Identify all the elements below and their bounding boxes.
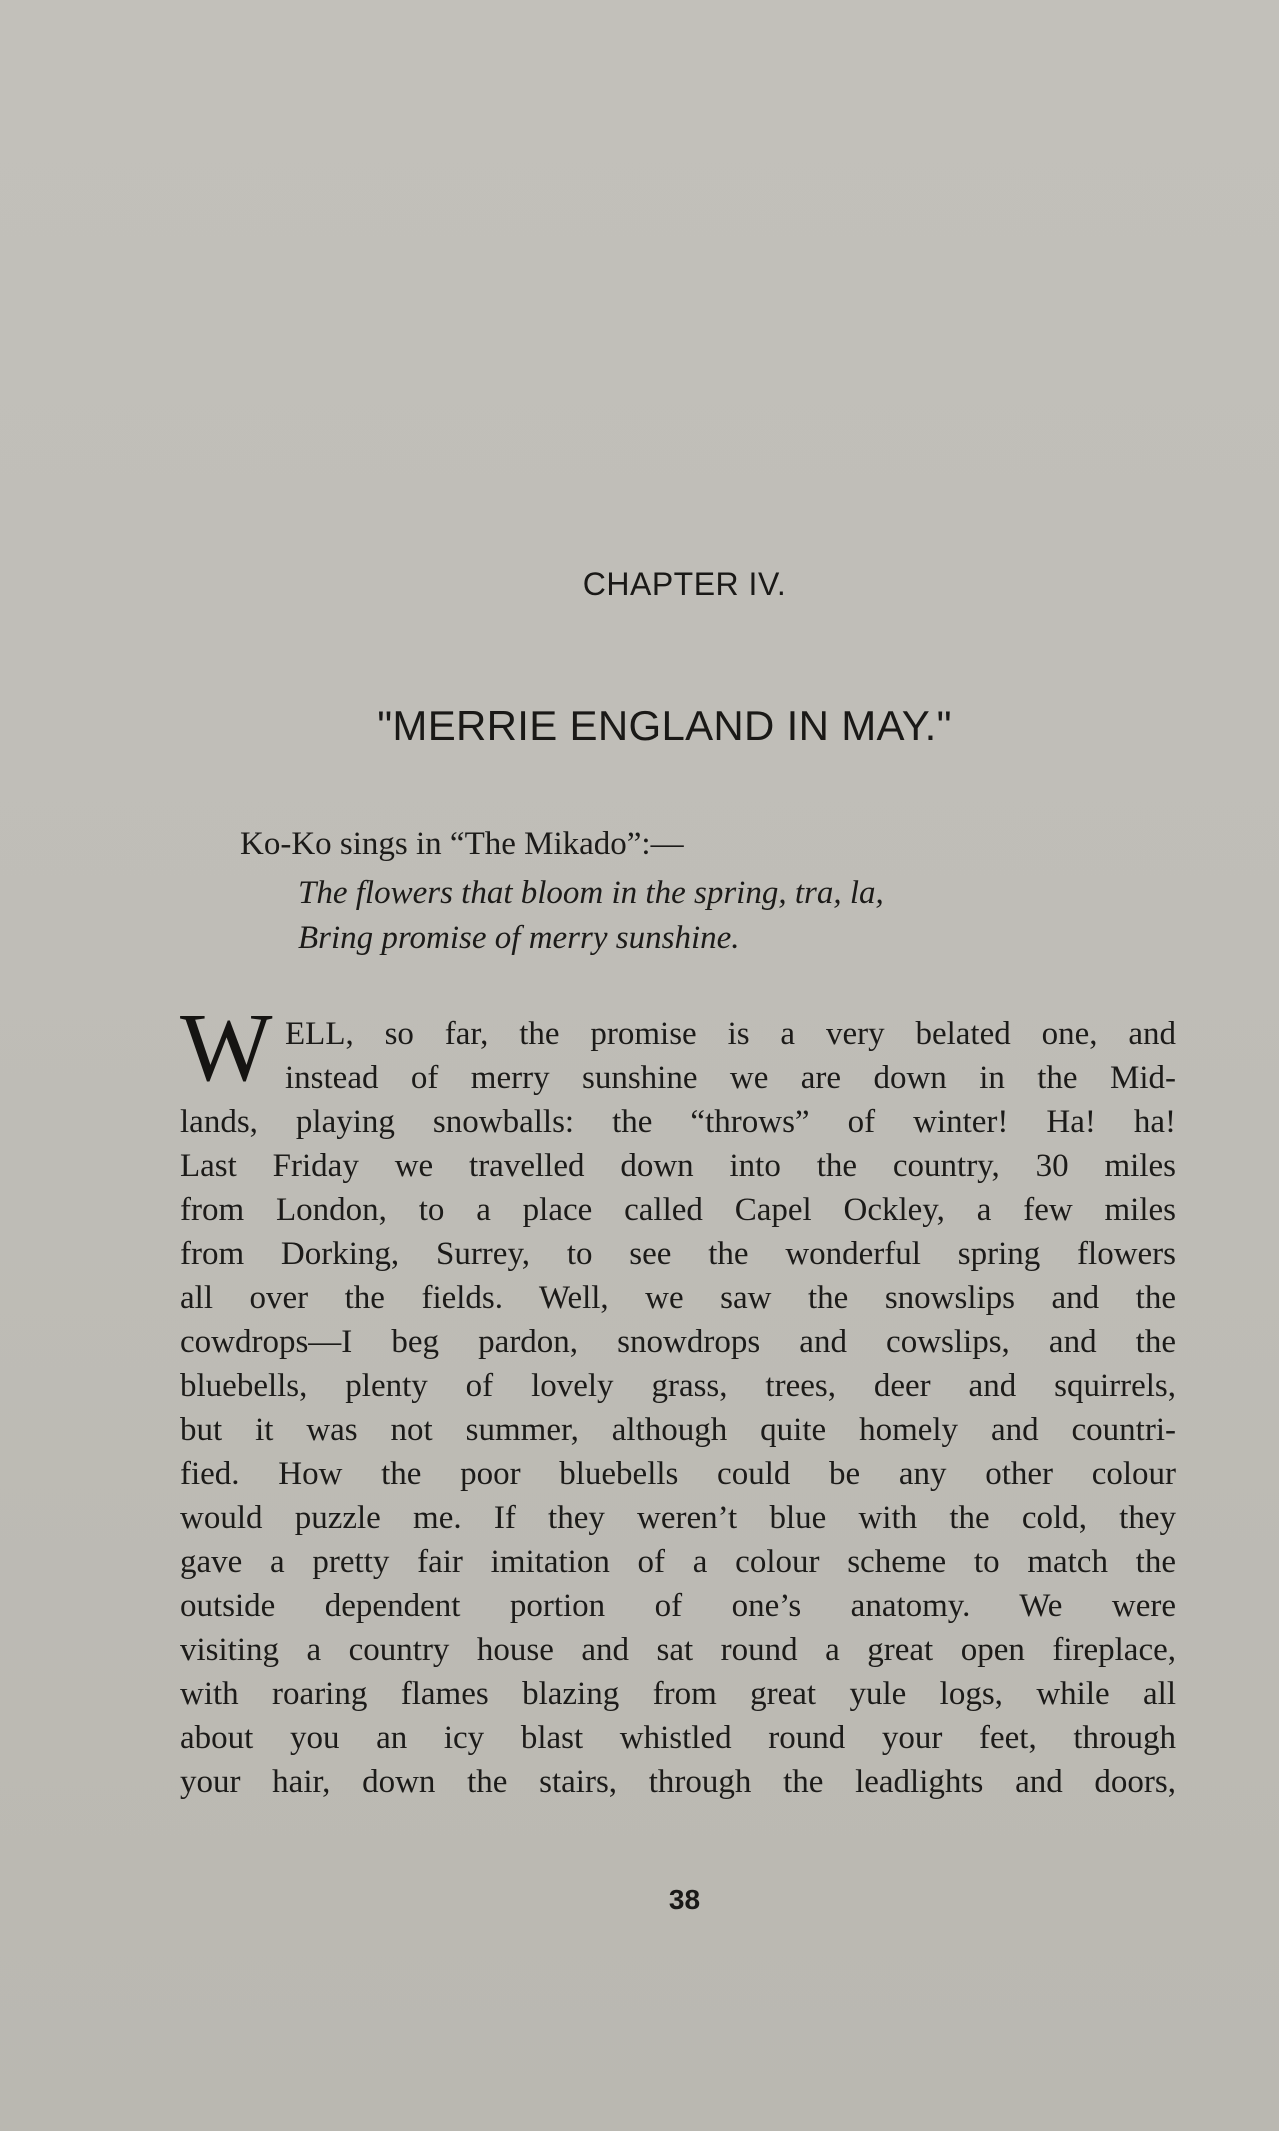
paragraph-line: instead of merry sunshine we are down in the Mid-	[285, 1060, 1176, 1096]
paragraph-line: from Dorking, Surrey, to see the wonderful spring flowers	[180, 1236, 1176, 1272]
paragraph-line: from London, to a place called Capel Ockley, a few miles	[180, 1192, 1176, 1228]
paragraph-line: about you an icy blast whistled round your feet, through	[180, 1720, 1176, 1756]
paragraph-line: cowdrops—I beg pardon, snowdrops and cowslips, and the	[180, 1324, 1176, 1360]
verse-line: The flowers that bloom in the spring, tra, la,	[298, 875, 884, 911]
drop-cap: W	[180, 994, 273, 1102]
paragraph-line: but it was not summer, although quite homely and countri-	[180, 1412, 1176, 1448]
paragraph-line: would puzzle me. If they weren’t blue with the cold, they	[180, 1500, 1176, 1536]
paragraph-line: visiting a country house and sat round a great open fireplace,	[180, 1632, 1176, 1668]
chapter-heading: CHAPTER IV.	[582, 566, 787, 602]
paragraph-line: bluebells, plenty of lovely grass, trees, deer and squirrels,	[180, 1368, 1176, 1404]
paragraph-line: with roaring flames blazing from great yule logs, while all	[180, 1676, 1176, 1712]
paragraph-line: outside dependent portion of one’s anatomy. We were	[180, 1588, 1176, 1624]
paragraph-line: ELL, so far, the promise is a very belated one, and	[285, 1016, 1176, 1052]
paragraph-line: gave a pretty fair imitation of a colour scheme to match the	[180, 1544, 1176, 1580]
page-number: 38	[668, 1884, 701, 1915]
verse-line: Bring promise of merry sunshine.	[298, 920, 740, 956]
paragraph-line: Last Friday we travelled down into the country, 30 miles	[180, 1148, 1176, 1184]
body-paragraph	[180, 1012, 1176, 1804]
paragraph-line: your hair, down the stairs, through the leadlights and doors,	[180, 1764, 1176, 1800]
chapter-title: "MERRIE ENGLAND IN MAY."	[377, 702, 952, 749]
paragraph-line: lands, playing snowballs: the “throws” of winter! Ha! ha!	[180, 1104, 1176, 1140]
paragraph-line: all over the fields. Well, we saw the snowslips and the	[180, 1280, 1176, 1316]
paragraph-line: fied. How the poor bluebells could be any other colour	[180, 1456, 1176, 1492]
intro-line: Ko-Ko sings in “The Mikado”:—	[240, 826, 684, 862]
